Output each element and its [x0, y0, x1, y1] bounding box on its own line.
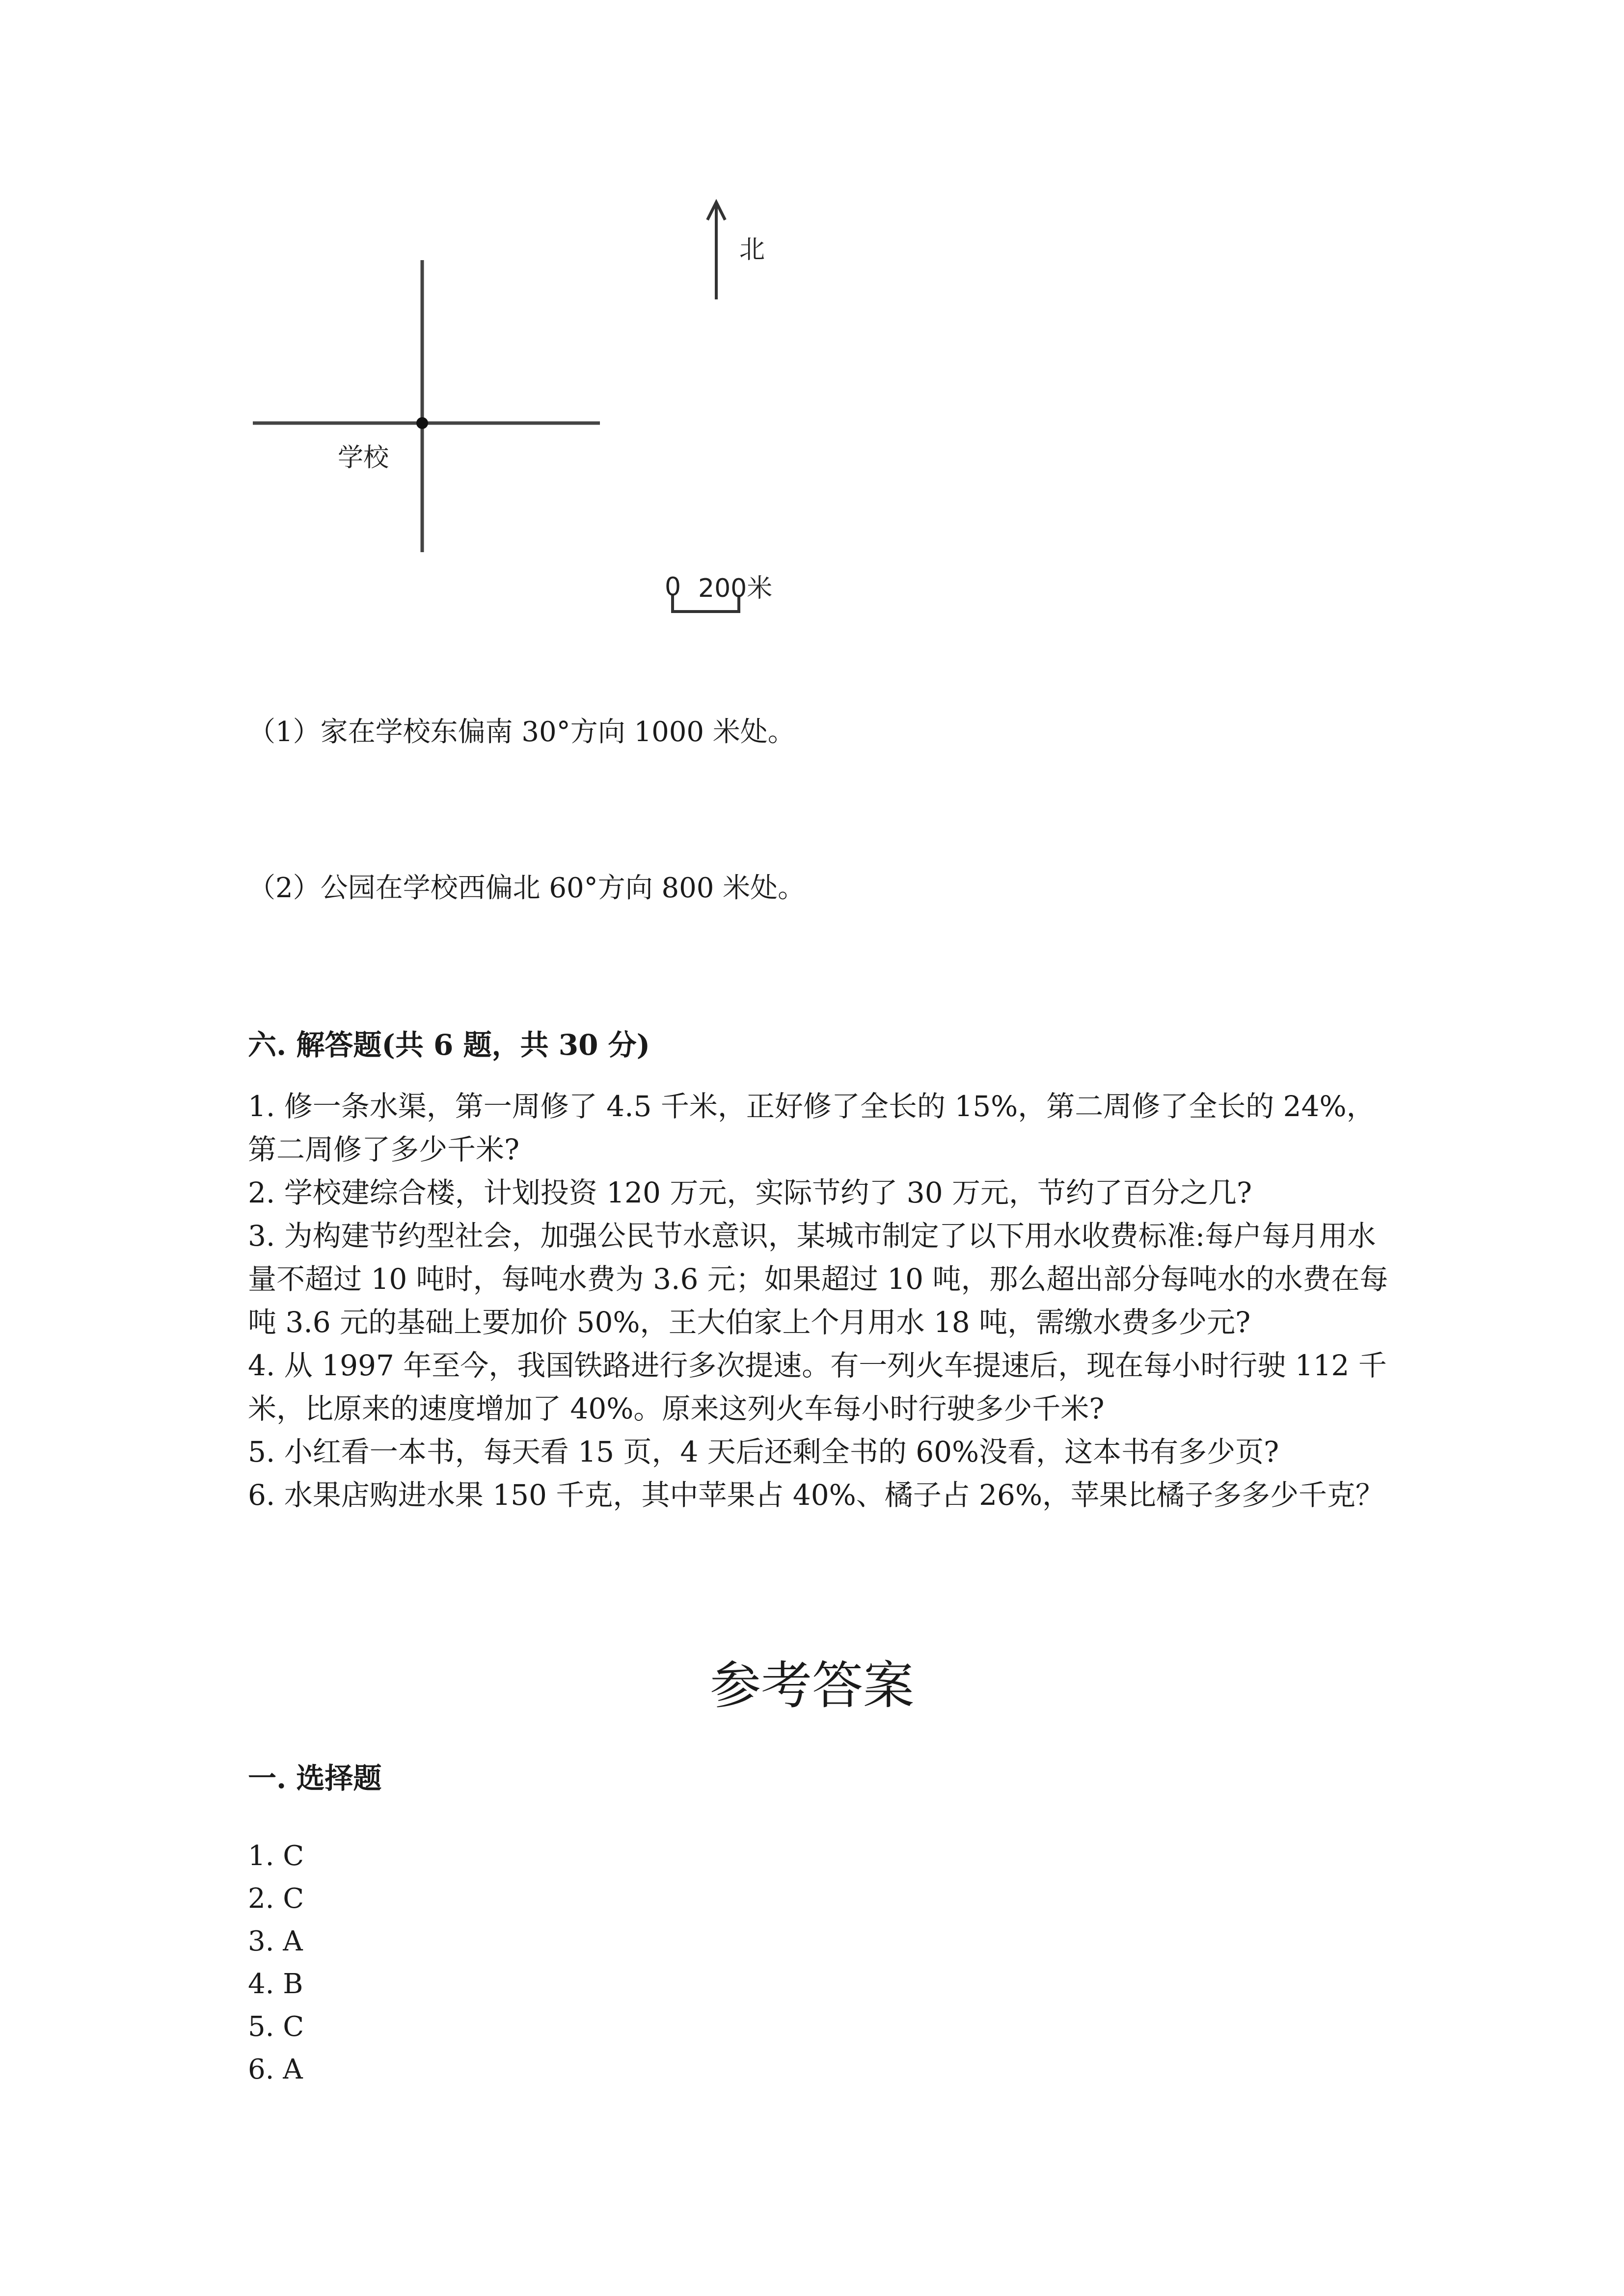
answer-key-title: 参考答案 [709, 1655, 914, 1715]
direction-diagram [0, 0, 1624, 638]
answer-item: 3. A [248, 1925, 303, 1957]
scale-value-label: 200米 [698, 574, 773, 603]
question-1: （1）家在学校东偏南 30°方向 1000 米处。 [248, 716, 795, 748]
diagram-svg [0, 0, 1624, 638]
section-6-title: 六. 解答题(共 6 题，共 30 分) [248, 1028, 650, 1062]
problem-item: 1. 修一条水渠，第一周修了 4.5 千米，正好修了全长的 15%，第二周修了全长的 24%，第二周修了多少千米? [248, 1090, 1375, 1166]
school-label: 学校 [338, 443, 389, 473]
north-label: 北 [739, 235, 765, 265]
problem-list [248, 1085, 1392, 1517]
answer-section-title: 一. 选择题 [248, 1762, 382, 1795]
answer-item: 6. A [248, 2054, 303, 2085]
problem-item: 3. 为构建节约型社会，加强公民节水意识，某城市制定了以下用水收费标准:每户每月用水量不超过 10 吨时，每吨水费为 3.6 元；如果超过 10 吨，那么超出部分每吨水的水费在每吨 3.6 元的基础上要加价 50%，王大伯家上个月用水 18 吨，需缴水费多少元? [248, 1219, 1388, 1339]
answer-item: 1. C [248, 1840, 304, 1872]
problem-item: 6. 水果店购进水果 150 千克，其中苹果占 40%、橘子占 26%，苹果比橘子多多少千克？ [248, 1478, 1384, 1512]
school-point [416, 417, 428, 429]
scale-zero-label: 0 [665, 572, 681, 602]
problem-item: 4. 从 1997 年至今，我国铁路进行多次提速。有一列火车提速后，现在每小时行驶 112 千米，比原来的速度增加了 40%。原来这列火车每小时行驶多少千米? [248, 1349, 1387, 1425]
problem-item: 2. 学校建综合楼，计划投资 120 万元，实际节约了 30 万元，节约了百分之几? [248, 1176, 1252, 1209]
question-2: （2）公园在学校西偏北 60°方向 800 米处。 [248, 872, 806, 904]
answer-item: 2. C [248, 1883, 304, 1915]
answer-list [248, 1835, 304, 2091]
answer-item: 5. C [248, 2011, 304, 2043]
answer-item: 4. B [248, 1968, 303, 2000]
problem-item: 5. 小红看一本书，每天看 15 页，4 天后还剩全书的 60%没看，这本书有多少页? [248, 1435, 1279, 1468]
